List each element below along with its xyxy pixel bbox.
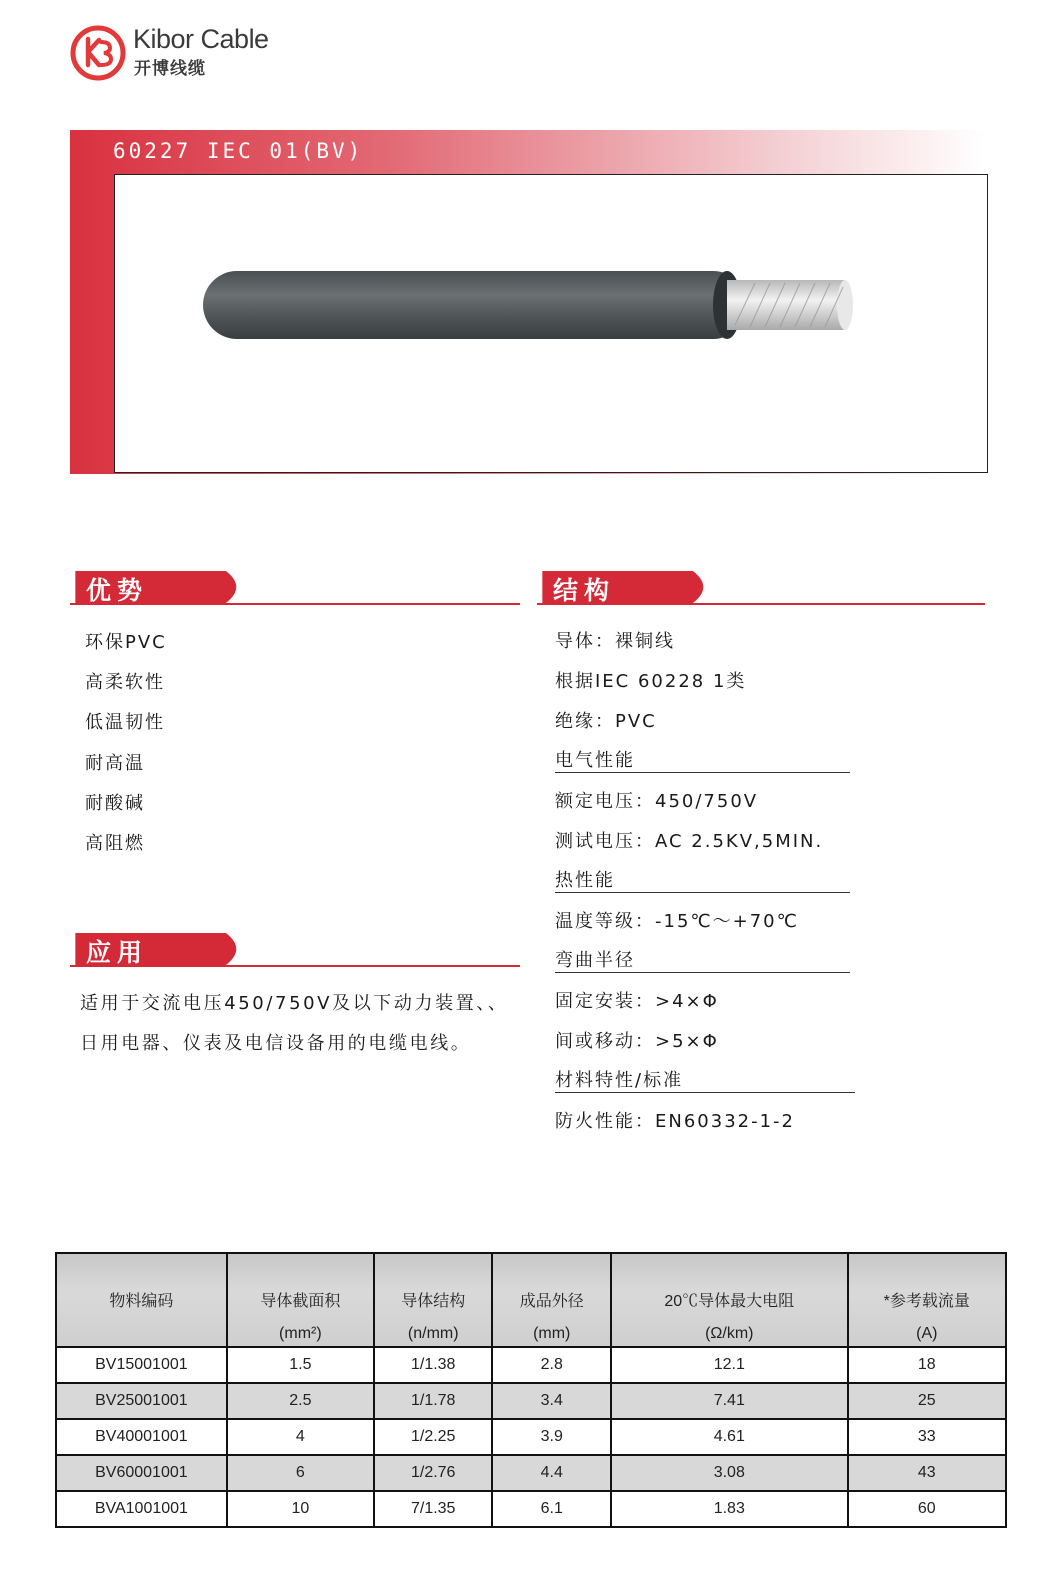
header-name: 导体结构	[401, 1293, 466, 1310]
header-unit: (mm)	[533, 1325, 571, 1342]
table-header-row	[56, 1253, 1006, 1347]
table-cell: 6.1	[492, 1491, 611, 1527]
table-cell: 1/2.25	[374, 1419, 493, 1455]
product-title: 60227 IEC 01(BV)	[113, 139, 364, 163]
table-cell: 6	[227, 1455, 374, 1491]
electrical-title: 电气性能	[555, 746, 850, 773]
header-outer-diameter	[492, 1253, 611, 1347]
advantage-item: 低温韧性	[85, 712, 165, 733]
structure-conductor: 导体：裸铜线	[555, 631, 675, 652]
table-cell: 18	[848, 1347, 1006, 1383]
table-cell: 7.41	[611, 1383, 848, 1419]
bending-title: 弯曲半径	[555, 946, 850, 973]
header-name: 物料编码	[109, 1293, 174, 1310]
table-cell: 2.8	[492, 1347, 611, 1383]
table-cell: BV25001001	[56, 1383, 227, 1419]
table-cell: 60	[848, 1491, 1006, 1527]
test-voltage: 测试电压：AC 2.5KV,5MIN.	[555, 831, 824, 852]
table-cell: 4	[227, 1419, 374, 1455]
table-cell: 4.61	[611, 1419, 848, 1455]
structure-standard: 根据IEC 60228 1类	[555, 671, 747, 692]
table-row	[56, 1455, 1006, 1491]
header-name: 成品外径	[519, 1293, 584, 1310]
fire-performance: 防火性能：EN60332-1-2	[555, 1111, 795, 1132]
structure-header: 结构	[553, 576, 616, 605]
header-name: 20℃导体最大电阻	[664, 1293, 795, 1310]
structure-insulation: 绝缘：PVC	[555, 711, 657, 732]
advantages-header: 优势	[86, 576, 149, 605]
table-row	[56, 1419, 1006, 1455]
advantage-item: 环保PVC	[85, 632, 167, 653]
table-cell: 4.4	[492, 1455, 611, 1491]
header-unit: (mm²)	[279, 1325, 322, 1342]
advantage-item: 耐高温	[85, 753, 145, 774]
table-cell: 3.08	[611, 1455, 848, 1491]
thermal-title: 热性能	[555, 866, 850, 893]
header-cross-section	[227, 1253, 374, 1347]
material-title: 材料特性/标准	[555, 1066, 855, 1093]
table-cell: 7/1.35	[374, 1491, 493, 1527]
brand-name: Kibor Cable	[133, 24, 269, 54]
table-cell: 2.5	[227, 1383, 374, 1419]
rated-voltage: 额定电压：450/750V	[555, 791, 759, 812]
bending-fixed: 固定安装：>4×Φ	[555, 991, 719, 1012]
table-cell: 3.9	[492, 1419, 611, 1455]
header-material-code	[56, 1253, 227, 1347]
table-cell: 1/1.38	[374, 1347, 493, 1383]
header-name: 导体截面积	[260, 1293, 341, 1310]
table-cell: 1/2.76	[374, 1455, 493, 1491]
table-cell: 25	[848, 1383, 1006, 1419]
advantage-item: 高柔软性	[85, 672, 165, 693]
temperature-rating: 温度等级：-15℃～+70℃	[555, 911, 799, 932]
table-cell: 43	[848, 1455, 1006, 1491]
bending-moving: 间或移动：>5×Φ	[555, 1031, 719, 1052]
table-cell: 1/1.78	[374, 1383, 493, 1419]
table-cell: BV60001001	[56, 1455, 227, 1491]
spec-table	[55, 1252, 1007, 1528]
table-cell: BV40001001	[56, 1419, 227, 1455]
table-cell: BV15001001	[56, 1347, 227, 1383]
header-unit: (A)	[916, 1325, 938, 1342]
header-unit: (n/mm)	[407, 1325, 459, 1342]
table-cell: 1.5	[227, 1347, 374, 1383]
header-current-capacity	[848, 1253, 1006, 1347]
table-cell: 33	[848, 1419, 1006, 1455]
advantage-item: 耐酸碱	[85, 793, 145, 814]
brand-name-cn: 开博线缆	[134, 59, 206, 79]
header-conductor-structure	[374, 1253, 493, 1347]
header-unit: (Ω/km)	[705, 1325, 754, 1342]
application-header: 应用	[86, 938, 149, 967]
table-row	[56, 1347, 1006, 1383]
cable-illustration	[115, 175, 987, 472]
table-cell: 3.4	[492, 1383, 611, 1419]
application-text-line-2: 日用电器、仪表及电信设备用的电缆电线。	[80, 1033, 472, 1054]
table-cell: 10	[227, 1491, 374, 1527]
table-cell: 12.1	[611, 1347, 848, 1383]
table-row	[56, 1383, 1006, 1419]
table-cell: BVA1001001	[56, 1491, 227, 1527]
header-max-resistance	[611, 1253, 848, 1347]
application-text-line-1: 适用于交流电压450/750V及以下动力装置、、	[80, 993, 509, 1014]
advantage-item: 高阻燃	[85, 833, 145, 854]
product-image-frame	[114, 174, 988, 473]
table-row	[56, 1491, 1006, 1527]
table-cell: 1.83	[611, 1491, 848, 1527]
kibor-logo-icon	[70, 25, 126, 81]
header-name: *参考载流量	[883, 1293, 970, 1310]
